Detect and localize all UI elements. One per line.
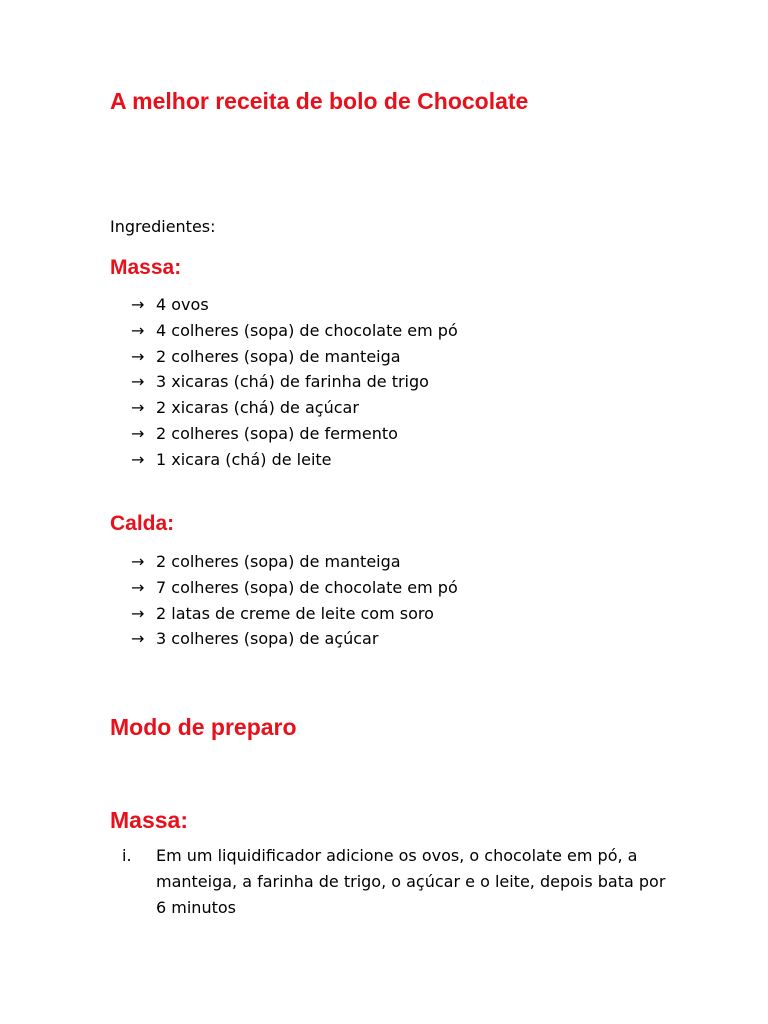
ingredient-text: 1 xicara (chá) de leite xyxy=(156,449,332,469)
arrow-bullet-icon: → xyxy=(131,552,145,571)
massa-preparation-heading: Massa: xyxy=(110,807,188,833)
list-item xyxy=(110,447,458,473)
ingredient-text: 2 colheres (sopa) de manteiga xyxy=(156,552,401,571)
ingredient-text: 2 colheres (sopa) de manteiga xyxy=(156,346,401,366)
ingredient-text: 4 ovos xyxy=(156,295,209,314)
ingredient-text: 4 colheres (sopa) de chocolate em pó xyxy=(156,320,458,340)
list-item xyxy=(110,344,458,370)
step-number: i. xyxy=(122,846,132,865)
massa-ingredients-list xyxy=(110,292,458,473)
ingredient-text: 2 colheres (sopa) de fermento xyxy=(156,423,398,443)
calda-ingredients-heading: Calda: xyxy=(110,512,175,535)
arrow-bullet-icon: → xyxy=(131,346,145,366)
list-item xyxy=(110,292,458,318)
list-item xyxy=(110,601,458,627)
arrow-bullet-icon: → xyxy=(131,423,145,443)
calda-ingredients-list xyxy=(110,549,458,652)
ingredients-label: Ingredientes: xyxy=(110,217,216,236)
arrow-bullet-icon: → xyxy=(131,577,145,597)
ingredient-text: 3 xicaras (chá) de farinha de trigo xyxy=(156,372,429,392)
recipe-title: A melhor receita de bolo de Chocolate xyxy=(110,88,529,114)
preparation-steps-list xyxy=(110,843,670,921)
ingredient-text: 2 latas de creme de leite com soro xyxy=(156,603,434,623)
ingredient-text: 3 colheres (sopa) de açúcar xyxy=(156,629,379,649)
list-item xyxy=(110,369,458,395)
preparation-heading: Modo de preparo xyxy=(110,714,297,740)
arrow-bullet-icon: → xyxy=(131,629,145,649)
arrow-bullet-icon: → xyxy=(131,372,145,392)
arrow-bullet-icon: → xyxy=(131,449,145,469)
list-item xyxy=(110,626,458,652)
list-item xyxy=(110,575,458,601)
step-text: Em um liquidificador adicione os ovos, o chocolate em pó, a manteiga, a farinha de trigo, o açúcar e o leite, depois bata por 6 minutos xyxy=(156,846,666,917)
list-item xyxy=(110,395,458,421)
arrow-bullet-icon: → xyxy=(131,320,145,340)
list-item xyxy=(110,421,458,447)
arrow-bullet-icon: → xyxy=(131,295,145,314)
massa-ingredients-heading: Massa: xyxy=(110,256,182,279)
list-item xyxy=(110,318,458,344)
list-item xyxy=(110,549,458,575)
arrow-bullet-icon: → xyxy=(131,398,145,418)
ingredient-text: 2 xicaras (chá) de açúcar xyxy=(156,398,359,418)
arrow-bullet-icon: → xyxy=(131,603,145,623)
list-item xyxy=(110,843,670,921)
ingredient-text: 7 colheres (sopa) de chocolate em pó xyxy=(156,577,458,597)
